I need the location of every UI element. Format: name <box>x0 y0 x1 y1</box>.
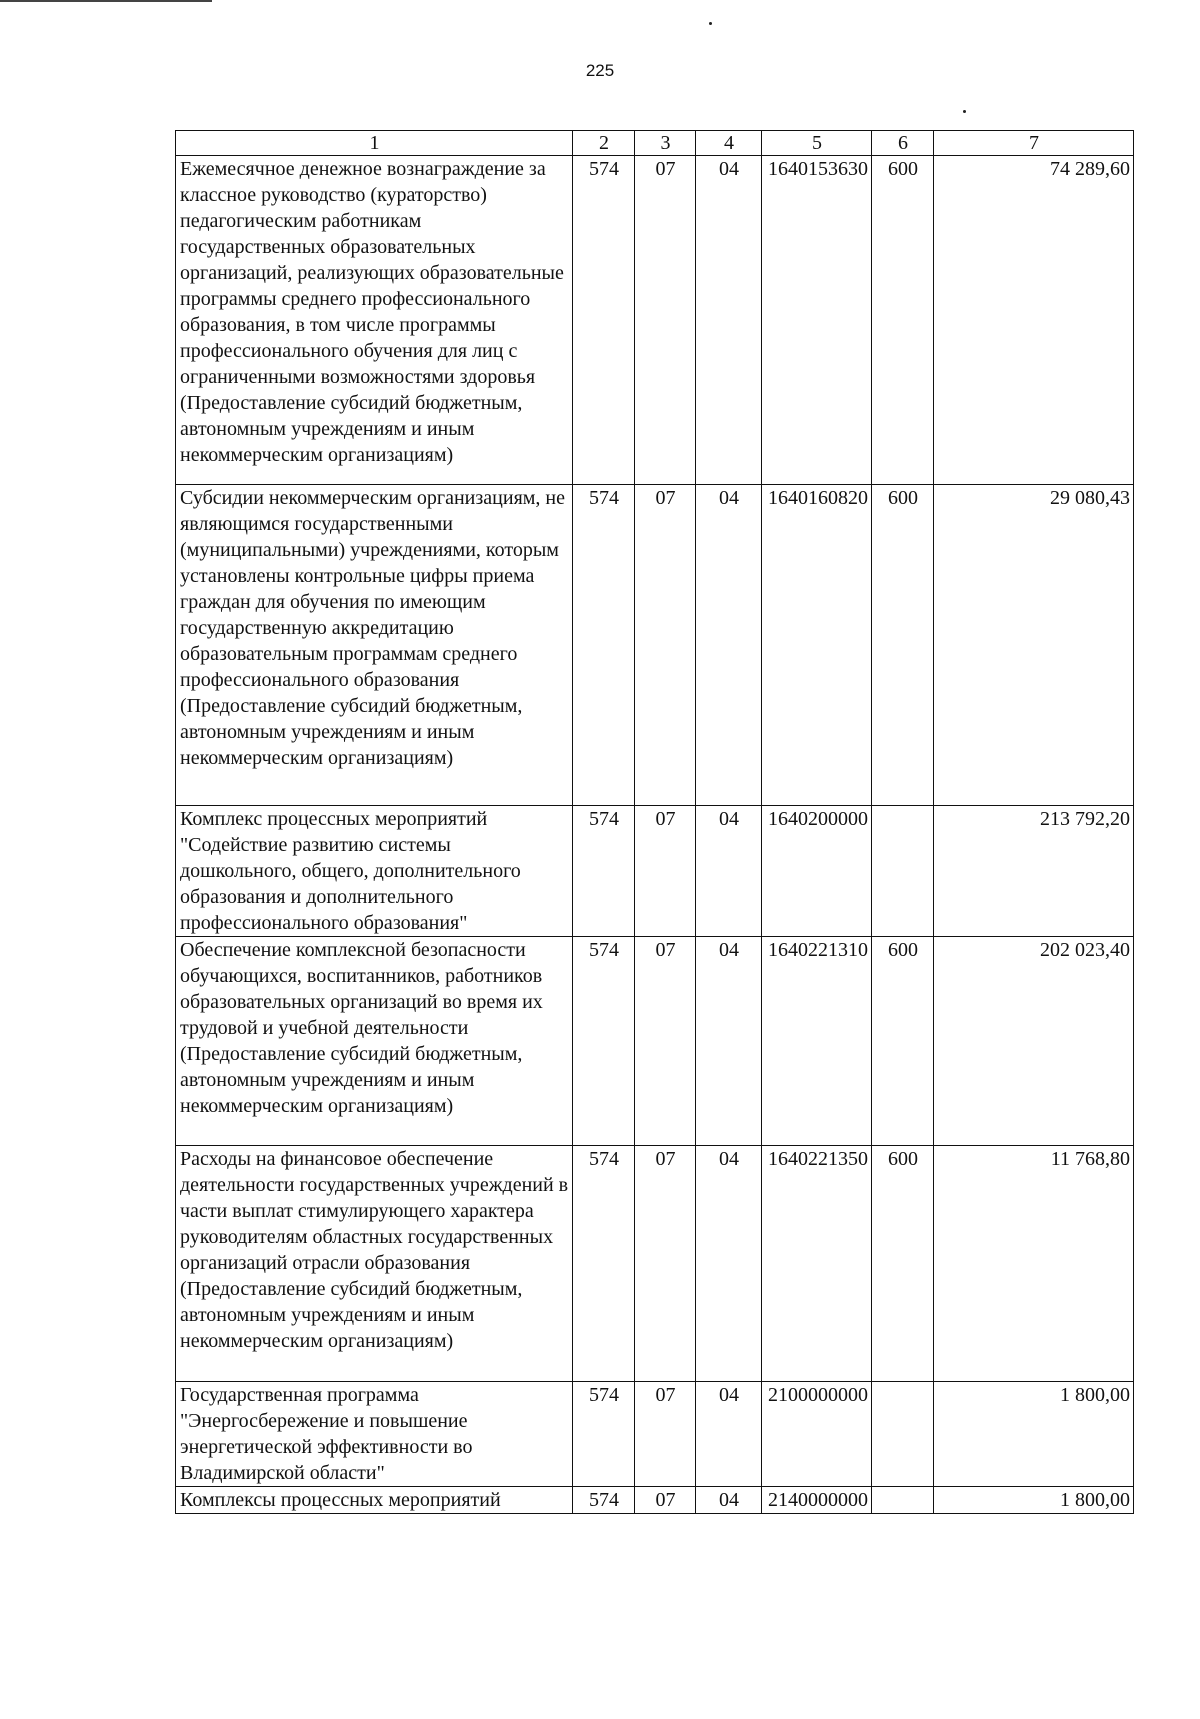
column-header: 2 <box>573 131 635 156</box>
section-code-cell: 07 <box>635 937 696 1146</box>
section-code-cell: 07 <box>635 1487 696 1514</box>
expense-type-cell: 600 <box>872 485 934 806</box>
amount-cell: 202 023,40 <box>934 937 1134 1146</box>
ministry-code-cell: 574 <box>573 485 635 806</box>
amount-cell: 74 289,60 <box>934 156 1134 485</box>
table-row <box>176 156 1134 485</box>
table-row <box>176 1487 1134 1514</box>
amount-cell: 1 800,00 <box>934 1487 1134 1514</box>
expense-name-cell: Обеспечение комплексной безопасности обучающихся, воспитанников, работников образовательных организаций во время их трудовой и учебной деятельности (Предоставление субсидий бюджетным, автономным учреждениям и иным некоммерческим организациям) <box>176 937 573 1146</box>
column-header: 7 <box>934 131 1134 156</box>
subsection-code-cell: 04 <box>696 937 762 1146</box>
expense-type-cell <box>872 1382 934 1487</box>
table-header-row <box>176 131 1134 156</box>
expense-type-cell <box>872 1487 934 1514</box>
table-row <box>176 1146 1134 1382</box>
expense-name-cell: Ежемесячное денежное вознаграждение за классное руководство (кураторство) педагогическим работникам государственных образовательных организаций, реализующих образовательные программы среднего профессионального образования, в том числе программы профессионального обучения для лиц с ограниченными возможностями здоровья (Предоставление субсидий бюджетным, автономным учреждениям и иным некоммерческим организациям) <box>176 156 573 485</box>
subsection-code-cell: 04 <box>696 806 762 937</box>
column-header: 6 <box>872 131 934 156</box>
expense-name-cell: Комплекс процессных мероприятий "Содействие развитию системы дошкольного, общего, дополнительного образования и дополнительного профессионального образования" <box>176 806 573 937</box>
subsection-code-cell: 04 <box>696 1382 762 1487</box>
target-item-cell: 1640160820 <box>762 485 872 806</box>
target-item-cell: 1640221310 <box>762 937 872 1146</box>
subsection-code-cell: 04 <box>696 1146 762 1382</box>
amount-cell: 29 080,43 <box>934 485 1134 806</box>
ministry-code-cell: 574 <box>573 937 635 1146</box>
expense-type-cell <box>872 806 934 937</box>
amount-cell: 11 768,80 <box>934 1146 1134 1382</box>
expense-type-cell: 600 <box>872 1146 934 1382</box>
column-header: 3 <box>635 131 696 156</box>
column-header: 1 <box>176 131 573 156</box>
subsection-code-cell: 04 <box>696 1487 762 1514</box>
column-header: 4 <box>696 131 762 156</box>
column-header: 5 <box>762 131 872 156</box>
subsection-code-cell: 04 <box>696 485 762 806</box>
expense-type-cell: 600 <box>872 156 934 485</box>
target-item-cell: 1640221350 <box>762 1146 872 1382</box>
section-code-cell: 07 <box>635 156 696 485</box>
section-code-cell: 07 <box>635 1382 696 1487</box>
table-row <box>176 485 1134 806</box>
budget-table <box>175 130 1134 1514</box>
scan-edge-line <box>0 0 212 2</box>
amount-cell: 1 800,00 <box>934 1382 1134 1487</box>
table-row <box>176 1382 1134 1487</box>
target-item-cell: 1640153630 <box>762 156 872 485</box>
page-number: 225 <box>585 61 615 80</box>
ministry-code-cell: 574 <box>573 1487 635 1514</box>
ministry-code-cell: 574 <box>573 806 635 937</box>
expense-name-cell: Субсидии некоммерческим организациям, не являющимся государственными (муниципальными) учреждениями, которым установлены контрольные цифры приема граждан для обучения по имеющим государственную аккредитацию образовательным программам среднего профессионального образования (Предоставление субсидий бюджетным, автономным учреждениям и иным некоммерческим организациям) <box>176 485 573 806</box>
expense-name-cell: Комплексы процессных мероприятий <box>176 1487 573 1514</box>
target-item-cell: 2140000000 <box>762 1487 872 1514</box>
target-item-cell: 1640200000 <box>762 806 872 937</box>
section-code-cell: 07 <box>635 1146 696 1382</box>
scan-speck <box>963 110 966 113</box>
ministry-code-cell: 574 <box>573 1146 635 1382</box>
expense-type-cell: 600 <box>872 937 934 1146</box>
expense-name-cell: Расходы на финансовое обеспечение деятельности государственных учреждений в части выплат стимулирующего характера руководителям областных государственных организаций отрасли образования (Предоставление субсидий бюджетным, автономным учреждениям и иным некоммерческим организациям) <box>176 1146 573 1382</box>
ministry-code-cell: 574 <box>573 1382 635 1487</box>
section-code-cell: 07 <box>635 485 696 806</box>
section-code-cell: 07 <box>635 806 696 937</box>
subsection-code-cell: 04 <box>696 156 762 485</box>
table-row <box>176 806 1134 937</box>
target-item-cell: 2100000000 <box>762 1382 872 1487</box>
table-row <box>176 937 1134 1146</box>
expense-name-cell: Государственная программа "Энергосбережение и повышение энергетической эффективности во Владимирской области" <box>176 1382 573 1487</box>
scan-speck <box>709 22 712 25</box>
amount-cell: 213 792,20 <box>934 806 1134 937</box>
ministry-code-cell: 574 <box>573 156 635 485</box>
